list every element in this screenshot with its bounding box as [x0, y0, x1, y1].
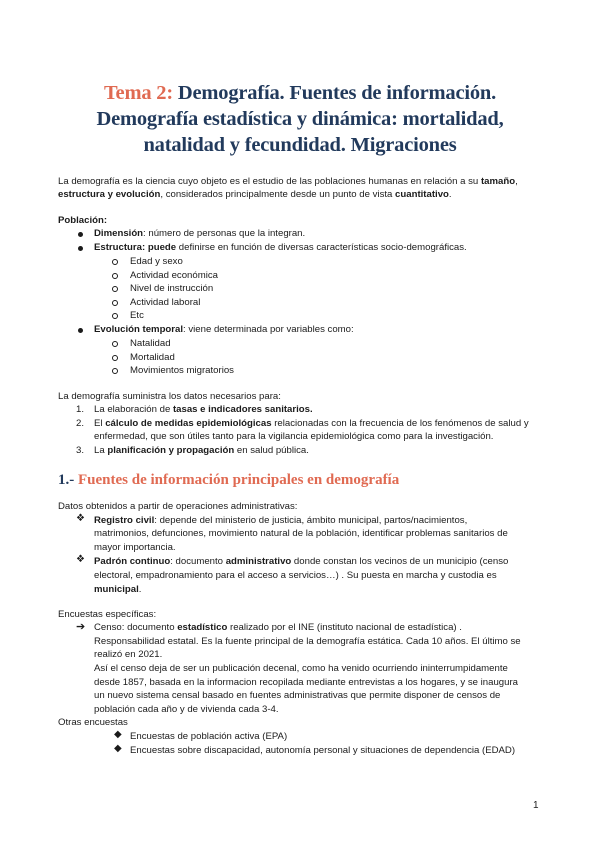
diamond-bullet-icon: ❖ [76, 513, 85, 524]
diamond-filled-icon: ◆ [114, 729, 122, 740]
bullet-icon [78, 328, 83, 333]
arrow-right-icon: ➔ [76, 621, 86, 633]
circle-bullet-icon [112, 273, 118, 279]
padron-line-2: electoral, empadronamiento para el acceso a servicios…) . Su puesta en marcha y custodia es [94, 570, 497, 581]
circle-bullet-icon [112, 355, 118, 361]
title-line-2: Demografía estadística y dinámica: mortalidad, [96, 108, 504, 130]
title-line-3: natalidad y fecundidad. Migraciones [143, 134, 457, 156]
otras-encuestas-heading: Otras encuestas [58, 717, 128, 728]
evolucion-subitem: Mortalidad [130, 352, 175, 363]
evolucion-item: Evolución temporal: viene determinada por variables como: [94, 324, 354, 335]
suministra-item-1: La elaboración de tasas e indicadores sanitarios. [94, 404, 313, 415]
estructura-subitem: Nivel de instrucción [130, 283, 214, 294]
censo-line-1: Censo: documento estadístico realizado por el INE (instituto nacional de estadística) . [94, 622, 462, 633]
circle-bullet-icon [112, 341, 118, 347]
censo-line-5: desde 1857, basada en la informacion recopilada mediante entrevistas a los hogares, y se inaugura [94, 677, 518, 688]
censo-line-6: un nuevo sistema censal basado en fuentes administrativas que permite disponer de censos de [94, 690, 501, 701]
diamond-filled-icon: ◆ [114, 743, 122, 754]
suministra-item-3: La planificación y propagación en salud pública. [94, 445, 309, 456]
title-prefix: Tema 2: [103, 82, 173, 104]
estructura-subitem: Actividad laboral [130, 297, 201, 308]
dimension-item: Dimensión: número de personas que la integran. [94, 228, 306, 239]
list-number: 2. [76, 418, 85, 429]
circle-bullet-icon [112, 286, 118, 292]
estructura-subitem: Edad y sexo [130, 256, 183, 267]
list-number: 3. [76, 445, 85, 456]
registro-civil-line-1: Registro civil: depende del ministerio de justicia, ámbito municipal, partos/nacimientos, [94, 515, 468, 526]
page-number: 1 [533, 800, 539, 811]
diamond-bullet-icon: ❖ [76, 554, 85, 565]
estructura-item: Estructura: puede definirse en función de diversas características socio-demográficas. [94, 242, 467, 253]
circle-bullet-icon [112, 368, 118, 374]
encuestas-heading: Encuestas específicas: [58, 609, 157, 620]
censo-line-3: realizó en 2021. [94, 649, 163, 660]
suministra-item-2: El cálculo de medidas epidemiológicas relacionadas con la frecuencia de los fenómenos de salud y [94, 418, 529, 429]
section-heading: 1.- Fuentes de información principales en demografía [58, 472, 400, 488]
censo-line-2: Responsabilidad estatal. Es la fuente principal de la demografía estática. Cada 10 años. El último se [94, 636, 521, 647]
bullet-icon [78, 246, 83, 251]
suministra-item-2-cont: enfermedad, que son útiles tanto para la vigilancia epidemiológica como para la investigación. [94, 431, 494, 442]
registro-civil-line-2: matrimonios, defunciones, movimiento natural de la población, identificar problemas sanitarios de [94, 528, 508, 539]
document-title [40, 80, 560, 158]
padron-line-1: Padrón continuo: documento administrativo donde constan los vecinos de un municipio (censo [94, 556, 509, 567]
evolucion-subitem: Movimientos migratorios [130, 365, 234, 376]
list-number: 1. [76, 404, 85, 415]
poblacion-heading: Población: [58, 215, 108, 226]
padron-line-3: municipal. [94, 584, 142, 595]
circle-bullet-icon [112, 300, 118, 306]
circle-bullet-icon [112, 259, 118, 265]
registro-civil-line-3: mayor importancia. [94, 542, 176, 553]
bullet-icon [78, 232, 83, 237]
intro-paragraph: La demografía es la ciencia cuyo objeto es el estudio de las poblaciones humanas en relación a su tamaño, estructura y evolución, considerados principalmente desde un punto de vista cuantitativo. [58, 176, 518, 201]
censo-line-7: población cada año y de vivienda cada 3-4. [94, 704, 279, 715]
otras-encuestas-item: Encuestas de población activa (EPA) [130, 731, 288, 742]
circle-bullet-icon [112, 313, 118, 319]
evolucion-subitem: Natalidad [130, 338, 171, 349]
estructura-subitem: Etc [130, 310, 144, 321]
suministra-heading: La demografía suministra los datos necesarios para: [58, 391, 281, 402]
otras-encuestas-item: Encuestas sobre discapacidad, autonomía personal y situaciones de dependencia (EDAD) [130, 745, 516, 756]
administrativas-heading: Datos obtenidos a partir de operaciones administrativas: [58, 501, 298, 512]
estructura-subitem: Actividad económica [130, 270, 218, 281]
title-line-1: Tema 2: Demografía. Fuentes de información. [103, 82, 497, 104]
censo-line-4: Así el censo deja de ser un publicación decenal, como ha venido ocurriendo ininterrumpidamente [94, 663, 508, 674]
